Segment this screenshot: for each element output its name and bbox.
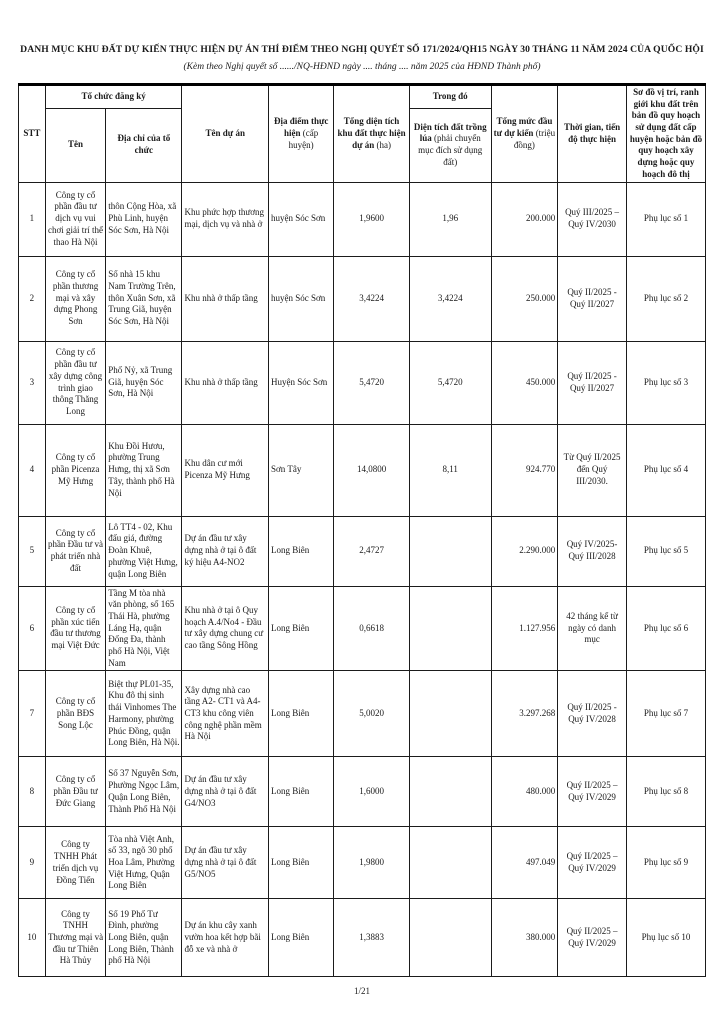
cell-location: Long Biên — [269, 516, 334, 586]
header-location — [269, 85, 334, 183]
cell-org-name: Công ty TNHH Thương mại và đầu tư Thiên Hà Thủy — [45, 899, 105, 977]
header-stt: STT — [19, 85, 46, 183]
cell-org-name: Công ty cổ phần đầu tư dịch vụ vui chơi giải trí thể thao Hà Nội — [45, 182, 105, 256]
cell-rice-area: 8,11 — [409, 424, 491, 516]
page-title: DANH MỤC KHU ĐẤT DỰ KIẾN THỰC HIỆN DỰ ÁN THÍ ĐIỂM THEO NGHỊ QUYẾT SỐ 171/2024/QH15 NGÀY 30 THÁNG 11 NĂM 2024 CỦA QUỐC HỘI — [20, 44, 704, 55]
cell-location: Long Biên — [269, 757, 334, 827]
cell-schedule: Quý IV/2025- Quý III/2028 — [558, 516, 627, 586]
table-row — [19, 341, 706, 424]
header-trong-do: Trong đó — [409, 85, 491, 109]
cell-investment: 250.000 — [491, 256, 558, 341]
cell-appendix: Phụ lục số 4 — [626, 424, 705, 516]
cell-appendix: Phụ lục số 8 — [626, 757, 705, 827]
cell-org-name: Công ty cổ phần Đầu tư Đức Giang — [45, 757, 105, 827]
cell-schedule: Quý II/2025 – Quý IV/2029 — [558, 757, 627, 827]
table-row — [19, 516, 706, 586]
cell-total-area: 3,4224 — [334, 256, 410, 341]
cell-location: Huyện Sóc Sơn — [269, 341, 334, 424]
cell-stt: 1 — [19, 182, 46, 256]
cell-appendix: Phụ lục số 3 — [626, 341, 705, 424]
cell-project-name: Khu nhà ở thấp tầng — [182, 256, 269, 341]
cell-total-area: 0,6618 — [334, 586, 410, 671]
cell-org-address: Số 19 Phố Tư Đình, phường Long Biên, quận Long Biên, Thành phố Hà Nội — [106, 899, 182, 977]
header-total-area-main: Tổng diện tích khu đất thực hiện dự án — [337, 116, 406, 150]
cell-appendix: Phụ lục số 1 — [626, 182, 705, 256]
cell-rice-area — [409, 757, 491, 827]
cell-rice-area: 1,96 — [409, 182, 491, 256]
cell-appendix: Phụ lục số 2 — [626, 256, 705, 341]
page-number: 1/21 — [353, 986, 370, 997]
table-row — [19, 256, 706, 341]
cell-investment: 200.000 — [491, 182, 558, 256]
cell-project-name: Khu dân cư mới Picenza Mỹ Hưng — [182, 424, 269, 516]
cell-org-address: Khu Đồi Hươu, phường Trung Hưng, thị xã Sơn Tây, thành phố Hà Nội — [106, 424, 182, 516]
cell-stt: 3 — [19, 341, 46, 424]
cell-investment: 380.000 — [491, 899, 558, 977]
cell-org-address: Tòa nhà Việt Anh, số 33, ngõ 30 phố Hoa Lâm, Phường Việt Hưng, Quận Long Biên — [106, 827, 182, 899]
header-location-note: (cấp huyện) — [288, 127, 319, 150]
cell-project-name: Khu nhà ở thấp tầng — [182, 341, 269, 424]
header-rice-area-main: Diện tích đất trồng lúa — [413, 121, 487, 144]
cell-appendix: Phụ lục số 5 — [626, 516, 705, 586]
table-row — [19, 899, 706, 977]
cell-org-name: Công ty cổ phần Picenza Mỹ Hưng — [45, 424, 105, 516]
cell-project-name: Dự án khu cây xanh vườn hoa kết hợp bãi đỗ xe và nhà ở — [182, 899, 269, 977]
cell-investment: 2.290.000 — [491, 516, 558, 586]
cell-investment: 497.049 — [491, 827, 558, 899]
cell-schedule: Từ Quý II/2025 đến Quý III/2030. — [558, 424, 627, 516]
cell-org-address: Biệt thự PL01-35, Khu đô thị sinh thái Vinhomes The Harmony, phường Phúc Đồng, quận Long Biên, Hà Nội. — [106, 671, 182, 757]
cell-org-address: Lô TT4 - 02, Khu đấu giá, đường Đoàn Khuê, phường Việt Hưng, quận Long Biên — [106, 516, 182, 586]
header-investment-note: (triệu đồng) — [513, 127, 556, 150]
cell-rice-area — [409, 827, 491, 899]
header-investment — [491, 85, 558, 183]
page-subtitle: (Kèm theo Nghị quyết số ....../NQ-HĐND ngày .... tháng .... năm 2025 của HĐND Thành phố) — [183, 62, 541, 72]
cell-location: Sơn Tây — [269, 424, 334, 516]
cell-total-area: 1,9800 — [334, 827, 410, 899]
table-body — [19, 182, 706, 977]
header-org-group: Tổ chức đăng ký — [45, 85, 182, 109]
cell-stt: 5 — [19, 516, 46, 586]
cell-schedule: Quý II/2025 – Quý IV/2029 — [558, 899, 627, 977]
table-row — [19, 671, 706, 757]
header-location-main: Địa điểm thực hiện — [273, 116, 329, 138]
cell-appendix: Phụ lục số 10 — [626, 899, 705, 977]
cell-rice-area — [409, 899, 491, 977]
cell-stt: 6 — [19, 586, 46, 671]
table-row — [19, 424, 706, 516]
cell-org-name: Công ty cổ phần xúc tiến đầu tư thương mại Việt Đức — [45, 586, 105, 671]
header-project-name: Tên dự án — [182, 85, 269, 183]
cell-investment: 3.297.268 — [491, 671, 558, 757]
cell-location: Long Biên — [269, 827, 334, 899]
header-map: Sơ đồ vị trí, ranh giới khu đất trên bản đồ quy hoạch sử dụng đất cấp huyện hoặc bản đồ quy hoạch xây dựng hoặc quy hoạch đô thị — [626, 85, 705, 183]
cell-project-name: Xây dựng nhà cao tầng A2- CT1 và A4- CT3 khu công viên công nghệ phần mềm Hà Nội — [182, 671, 269, 757]
land-plot-table — [18, 83, 706, 977]
cell-investment: 480.000 — [491, 757, 558, 827]
cell-project-name: Dự án đầu tư xây dựng nhà ở tại ô đất G4/NO3 — [182, 757, 269, 827]
cell-rice-area: 3,4224 — [409, 256, 491, 341]
header-total-area — [334, 85, 410, 183]
cell-appendix: Phụ lục số 6 — [626, 586, 705, 671]
cell-total-area: 1,9600 — [334, 182, 410, 256]
cell-org-address: thôn Cộng Hòa, xã Phù Linh, huyện Sóc Sơn, Hà Nội — [106, 182, 182, 256]
cell-project-name: Dự án đầu tư xây dựng nhà ở tại ô đất ký hiệu A4-NO2 — [182, 516, 269, 586]
cell-location: Long Biên — [269, 586, 334, 671]
cell-schedule: Quý II/2025 - Quý II/2027 — [558, 256, 627, 341]
cell-total-area: 5,0020 — [334, 671, 410, 757]
cell-location: huyện Sóc Sơn — [269, 256, 334, 341]
cell-org-address: Tầng M tòa nhà văn phòng, số 165 Thái Hà, phường Láng Hạ, quận Đống Đa, thành phố Hà Nội, Việt Nam — [106, 586, 182, 671]
cell-total-area: 14,0800 — [334, 424, 410, 516]
cell-schedule: Quý II/2025 - Quý IV/2028 — [558, 671, 627, 757]
cell-org-name: Công ty TNHH Phát triển dịch vụ Đồng Tiến — [45, 827, 105, 899]
cell-rice-area: 5,4720 — [409, 341, 491, 424]
cell-schedule: Quý II/2025 – Quý IV/2029 — [558, 827, 627, 899]
table-row — [19, 182, 706, 256]
header-investment-main: Tổng mức đầu tư dự kiến — [493, 116, 553, 138]
header-rice-area — [409, 108, 491, 182]
cell-org-address: Số nhà 15 khu Nam Trường Trên, thôn Xuân Sơn, xã Trung Giã, huyện Sóc Sơn, Hà Nội — [106, 256, 182, 341]
cell-investment: 924.770 — [491, 424, 558, 516]
cell-schedule: 42 tháng kể từ ngày có danh mục — [558, 586, 627, 671]
cell-org-address: Số 37 Nguyễn Sơn, Phường Ngọc Lâm, Quận Long Biên, Thành Phố Hà Nội — [106, 757, 182, 827]
cell-appendix: Phụ lục số 9 — [626, 827, 705, 899]
table-row — [19, 827, 706, 899]
cell-rice-area — [409, 586, 491, 671]
cell-total-area: 2,4727 — [334, 516, 410, 586]
cell-total-area: 5,4720 — [334, 341, 410, 424]
cell-stt: 2 — [19, 256, 46, 341]
cell-org-name: Công ty cổ phần thương mại và xây dựng Phong Sơn — [45, 256, 105, 341]
cell-schedule: Quý III/2025 – Quý IV/2030 — [558, 182, 627, 256]
cell-rice-area — [409, 516, 491, 586]
cell-investment: 450.000 — [491, 341, 558, 424]
header-org-name: Tên — [45, 108, 105, 182]
table-row — [19, 757, 706, 827]
cell-project-name: Dự án đầu tư xây dựng nhà ở tại ô đất G5/NO5 — [182, 827, 269, 899]
cell-total-area: 1,6000 — [334, 757, 410, 827]
cell-org-name: Công ty cổ phần BĐS Song Lộc — [45, 671, 105, 757]
cell-stt: 9 — [19, 827, 46, 899]
cell-project-name: Khu nhà ở tại ô Quy hoạch A.4/No4 - Đầu tư xây dựng chung cư cao tầng Sông Hồng — [182, 586, 269, 671]
cell-appendix: Phụ lục số 7 — [626, 671, 705, 757]
header-rice-area-note: (phải chuyển mục đích sử dụng đất) — [418, 133, 483, 167]
cell-rice-area — [409, 671, 491, 757]
cell-location: Long Biên — [269, 899, 334, 977]
header-schedule: Thời gian, tiến độ thực hiện — [558, 85, 627, 183]
cell-stt: 7 — [19, 671, 46, 757]
cell-stt: 10 — [19, 899, 46, 977]
cell-org-address: Phố Nỷ, xã Trung Giã, huyện Sóc Sơn, Hà Nội — [106, 341, 182, 424]
table-row — [19, 586, 706, 671]
cell-stt: 4 — [19, 424, 46, 516]
cell-total-area: 1,3883 — [334, 899, 410, 977]
cell-project-name: Khu phức hợp thương mại, dịch vụ và nhà ở — [182, 182, 269, 256]
cell-stt: 8 — [19, 757, 46, 827]
table-header — [19, 85, 706, 183]
cell-org-name: Công ty cổ phần đầu tư xây dựng công trình giao thông Thăng Long — [45, 341, 105, 424]
header-total-area-note: (ha) — [376, 139, 392, 150]
header-org-address: Địa chỉ của tổ chức — [106, 108, 182, 182]
cell-org-name: Công ty cổ phần Đầu tư và phát triển nhà đất — [45, 516, 105, 586]
cell-schedule: Quý II/2025 - Quý II/2027 — [558, 341, 627, 424]
cell-investment: 1.127.956 — [491, 586, 558, 671]
cell-location: Long Biên — [269, 671, 334, 757]
cell-location: huyện Sóc Sơn — [269, 182, 334, 256]
